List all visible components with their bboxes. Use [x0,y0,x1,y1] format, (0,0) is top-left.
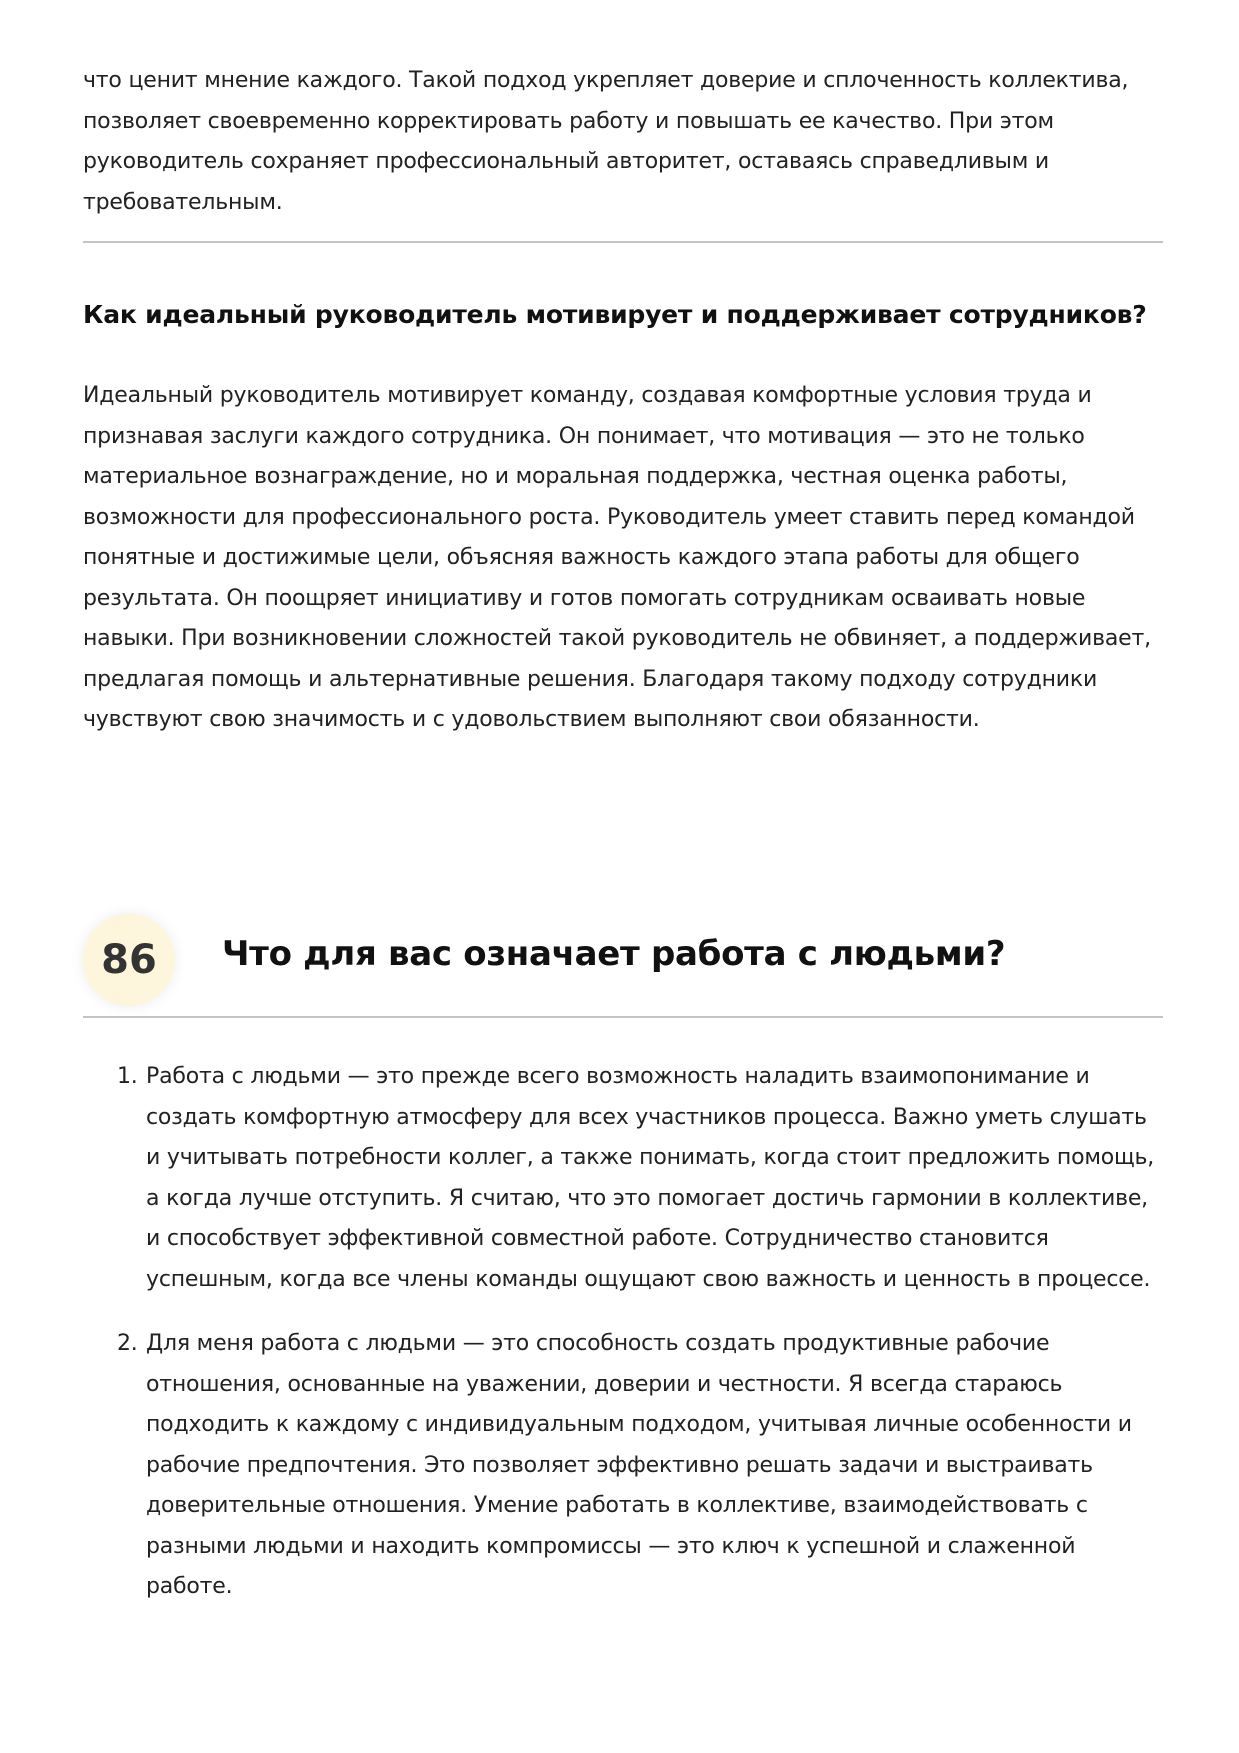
question-header [83,910,1163,1016]
answer-number: 1. [117,1064,138,1089]
section-divider [83,241,1163,243]
answer-list [117,1057,1166,1608]
question-divider [83,1016,1163,1018]
section-paragraph: Идеальный руководитель мотивирует команду, создавая комфортные условия труда и признавая заслуги каждого сотрудника. Он понимает, что мотивация — это не только материальное вознаграждение, но и моральная поддержка, честная оценка работы, возможности для профессионального роста. Руководитель умеет ставить перед командой понятные и достижимые цели, объясняя важность каждого этапа работы для общего результата. Он поощряет инициативу и готов помогать сотрудникам осваивать новые навыки. При возникновении сложностей такой руководитель не обвиняет, а поддерживает, предлагая помощь и альтернативные решения. Благодаря такому подходу сотрудники чувствуют свою значимость и с удовольствием выполняют свои обязанности. [83,383,1151,732]
answer-text: Работа с людьми — это прежде всего возможность наладить взаимопонимание и создать комфортную атмосферу для всех участников процесса. Важно уметь слушать и учитывать потребности коллег, а также понимать, когда стоит предложить помощь, а когда лучше отступить. Я считаю, что это помогает достичь гармонии в коллективе, и способствует эффективной совместной работе. Сотрудничество становится успешным, когда все члены команды ощущают свою важность и ценность в процессе. [146,1064,1155,1292]
question-number-badge: 86 [83,914,175,1006]
answer-text: Для меня работа с людьми — это способность создать продуктивные рабочие отношения, основанные на уважении, доверии и честности. Я всегда стараюсь подходить к каждому с индивидуальным подходом, учитывая личные особенности и рабочие предпочтения. Это позволяет эффективно решать задачи и выстраивать доверительные отношения. Умение работать в коллективе, взаимодействовать с разными людьми и находить компромиссы — это ключ к успешной и слаженной работе. [146,1331,1132,1599]
answer-number: 2. [117,1331,138,1356]
answer-item [117,1324,1166,1608]
question-title: Что для вас означает работа с людьми? [222,934,1006,974]
answer-item [117,1057,1166,1300]
intro-paragraph: что ценит мнение каждого. Такой подход укрепляет доверие и сплоченность коллектива, позволяет своевременно корректировать работу и повышать ее качество. При этом руководитель сохраняет профессиональный авторитет, оставаясь справедливым и требовательным. [83,68,1129,215]
section-heading: Как идеальный руководитель мотивирует и поддерживает сотрудников? [83,300,1147,329]
